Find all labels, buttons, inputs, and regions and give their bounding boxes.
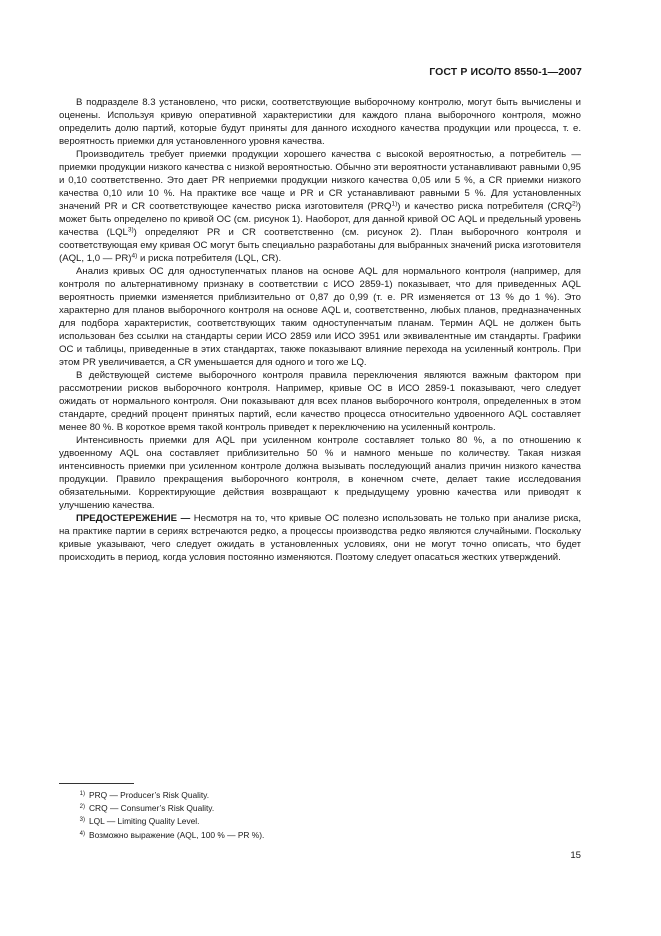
footnote-separator — [59, 783, 134, 784]
footnote-item: 3) LQL — Limiting Quality Level. — [79, 816, 200, 827]
footnote-item: 4) Возможно выражение (AQL, 100 % — PR %). — [79, 829, 265, 840]
warning-text: Несмотря на то, что кривые ОС полезно использовать не только при анализе риска, на практике партии в сериях встречаются редко, а процессы производства редко являются случайными. Поскольку кривые указывают, чего следует ожидать в установленных условиях, они не могут точно описать, что будет происходить в период, когда условия постоянно изменяются. Поэтому следует опасаться жестких утверждений. — [59, 513, 581, 563]
footnote-text: PRQ — Producer’s Risk Quality. — [89, 790, 210, 800]
paragraph-text: и риска потребителя (LQL, CR). — [137, 253, 282, 264]
footnote-text: LQL — Limiting Quality Level. — [89, 816, 200, 827]
paragraph-text: ) может быть определено по кривой ОС (см. рисунок 1). Наоборот, для данной кривой ОС AQL и предельный уровень качества (LQL — [59, 201, 581, 238]
footnote-ref: 3) — [127, 226, 134, 234]
document-body — [59, 96, 581, 564]
paragraph-tightened-inspection: Интенсивность приемки для AQL при усиленном контроле составляет только 80 %, а по отношению к удвоенному AQL она составляет приблизительно 50 % и намного меньше по количеству. Такая низкая интенсивность приемки при усиленном контроле должна вызывать последующий анализ причин низкого качества продукции. Правило прекращения выборочного контроля, в конечном счете, делает такие исследования обязательными. Корректирующие действия возвращают к предыдущему уровню качества или приводят к улучшению качества. — [59, 435, 581, 511]
footnote-ref: 1) — [391, 200, 398, 208]
footnote-text: CRQ — Consumer’s Risk Quality. — [89, 803, 215, 814]
paragraph-warning — [59, 512, 581, 564]
footnote-ref: 4) — [131, 252, 138, 260]
document-header: ГОСТ Р ИСО/ТО 8550-1—2007 — [429, 66, 582, 78]
footnote-item: 2) CRQ — Consumer’s Risk Quality. — [79, 803, 215, 814]
footnote-text: Возможно выражение (AQL, 100 % — PR %). — [89, 829, 265, 840]
paragraph-producer-consumer-risk — [59, 148, 581, 265]
page-number: 15 — [570, 850, 581, 861]
paragraph-text: ) определяют PR и CR соответственно (см. рисунок 2). План выборочного контроля и соответствующая ему кривая ОС могут быть специально разработаны для выбранных значений риска изготовителя (AQL, 1,0 — PR) — [59, 227, 581, 264]
footnote-item: 1) PRQ — Producer’s Risk Quality. — [79, 790, 210, 800]
warning-label: ПРЕДОСТЕРЕЖЕНИЕ — — [76, 513, 191, 524]
paragraph-switching-rules: В действующей системе выборочного контроля правила переключения являются важным фактором при рассмотрении рисков выборочного контроля. Например, кривые ОС в ИСО 2859-1 показывают, чего следует ожидать от нормального контроля. Они показывают для всех планов выборочного контроля, определенных в этом стандарте, средний процент принятых партий, если качество процесса относительно удвоенного AQL составляет менее 80 %. В короткое время такой контроль приведет к переключению на усиленный контроль. — [59, 370, 581, 433]
paragraph-text: Производитель требует приемки продукции хорошего качества с высокой вероятностью, а потребитель — приемки продукции низкого качества с низкой вероятностью. Обычно эти вероятности устанавливают равными 0,95 и 0,10 соответственно. Это дает PR неприемки продукции низкого качества 0,05 или 5 %, а CR приемки низкого качества 0,10 или 10 %. На практике все чаще и PR и CR устанавливают равными 5 %. Для установленных значений PR и CR соответствующее качество риска изготовителя (PRQ — [59, 149, 581, 212]
paragraph-risk-evaluation: В подразделе 8.3 установлено, что риски, соответствующие выборочному контролю, могут быть вычислены и оценены. Используя кривую оперативной характеристики для каждого плана выборочного контроля, можно определить долю партий, которые будут приняты для данного исходного качества продукции или процесса, т. е. вероятность приемки для установленного уровня качества. — [59, 97, 581, 147]
paragraph-oc-curves-analysis: Анализ кривых ОС для одноступенчатых планов на основе AQL для нормального контроля (например, для контроля по альтернативному признаку в соответствии с ИСО 2859-1) показывает, что для приведенных AQL вероятность приемки изменяется приблизительно от 0,87 до 0,99 (т. е. PR изменяется от 13 % до 1 %). Это характерно для планов выборочного контроля на основе AQL и, соответственно, любых планов, предназначенных для подбора характеристик, соответствующих таким одноступенчатым планам. Термин AQL не должен быть использован без ссылки на стандарты серии ИСО 2859 или ИСО 3951 или эквивалентные им стандарты. Графики ОС и таблицы, приведенные в этих стандартах, также показывают влияние перехода на усиленный контроль. При этом PR увеличивается, а CR уменьшается для одного и того же LQ. — [59, 266, 581, 368]
footnotes — [59, 789, 581, 842]
footnote-ref: 2) — [572, 200, 578, 208]
paragraph-text: ) и качество риска потребителя (CRQ — [397, 201, 573, 212]
